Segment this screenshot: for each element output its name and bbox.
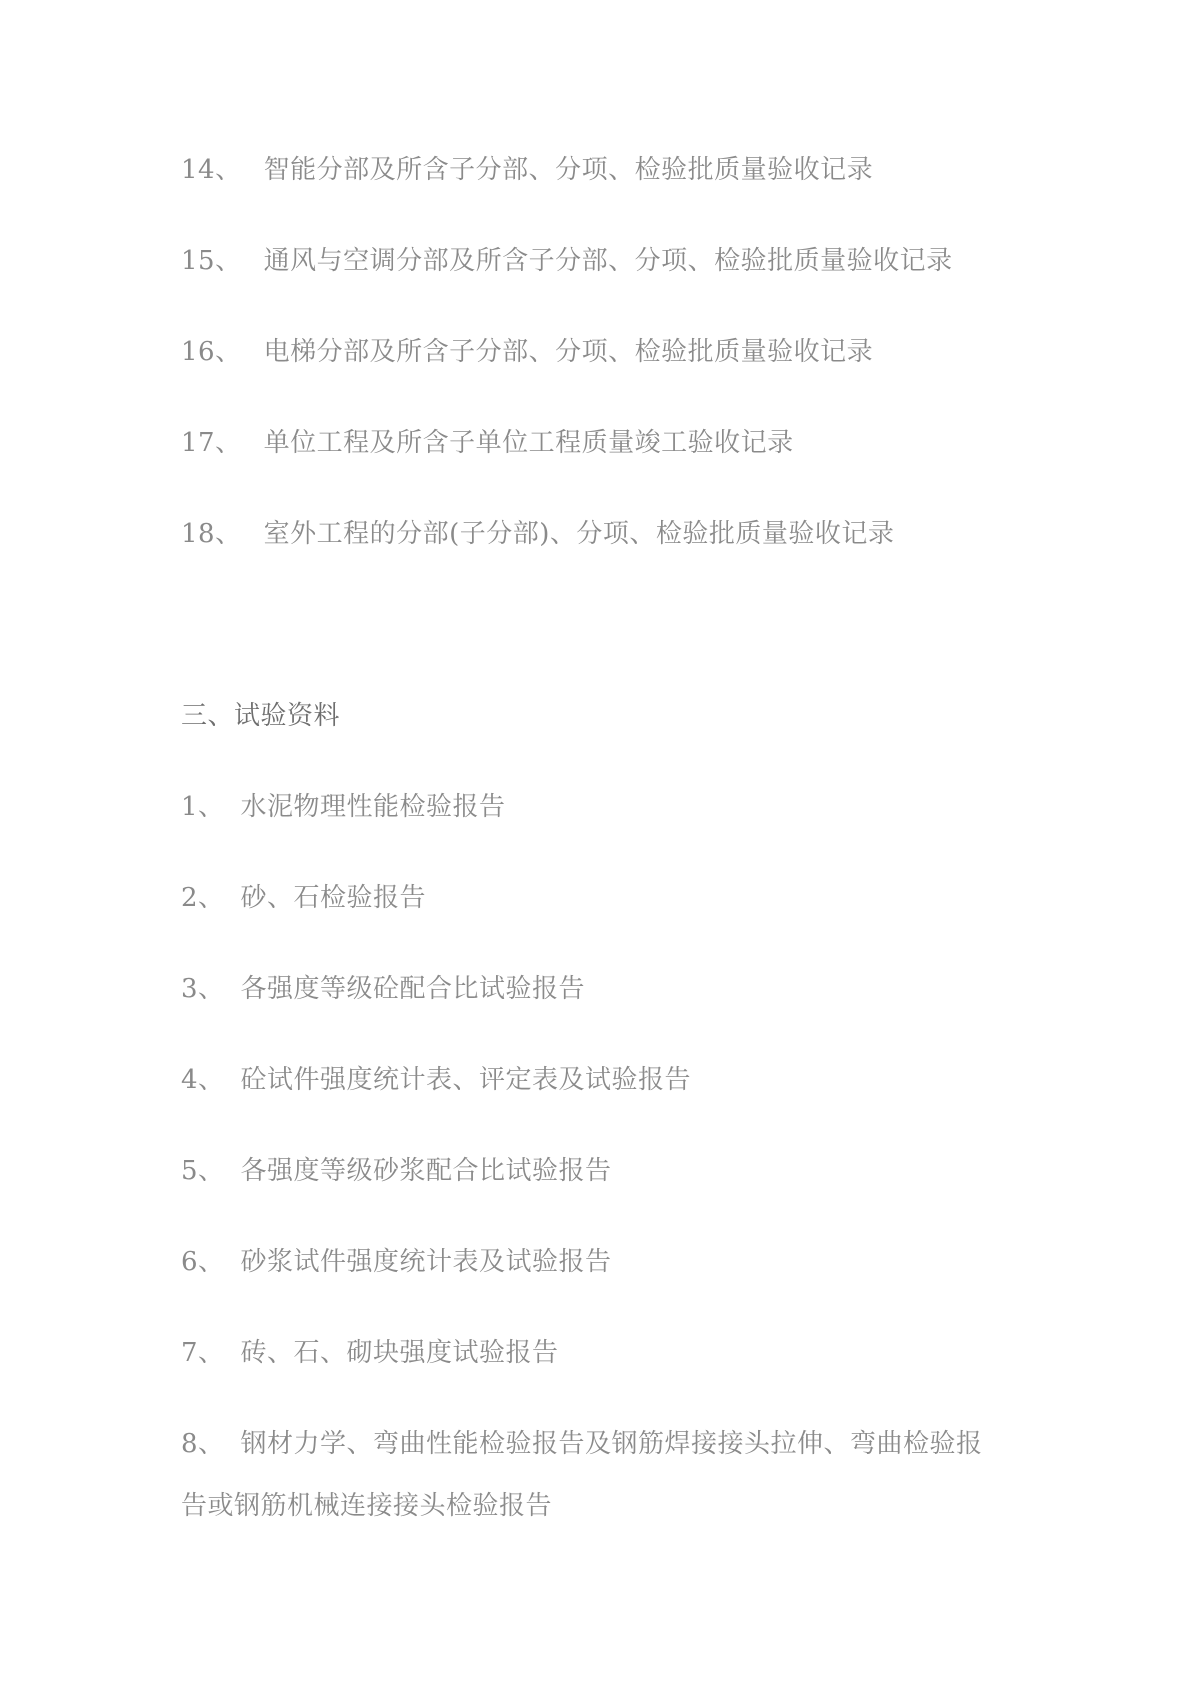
item-text: 砂、石检验报告 [240,883,427,913]
list-item [181,425,794,461]
list-item [181,971,585,1007]
list-item [181,1244,612,1280]
list-item [181,516,894,552]
item-number: 18、 [181,519,242,549]
item-text: 钢材力学、弯曲性能检验报告及钢筋焊接接头拉伸、弯曲检验报 [240,1429,983,1459]
item-number: 17、 [181,428,242,458]
item-text: 通风与空调分部及所含子分部、分项、检验批质量验收记录 [263,246,953,276]
item-number: 15、 [181,246,242,276]
list-item [181,1153,612,1189]
item-text: 智能分部及所含子分部、分项、检验批质量验收记录 [263,155,874,185]
item-number: 4、 [181,1065,225,1095]
section-heading: 三、试验资料 [181,701,341,731]
item-text: 各强度等级砼配合比试验报告 [240,974,586,1004]
item-number: 14、 [181,155,242,185]
item-text: 砂浆试件强度统计表及试验报告 [240,1247,612,1277]
item-number: 16、 [181,337,242,367]
item-number: 8、 [181,1429,225,1459]
item-number: 7、 [181,1338,225,1368]
list-item [181,152,873,188]
item-number: 1、 [181,792,225,822]
item-number: 2、 [181,883,225,913]
list-item [181,1062,691,1098]
list-item [181,1426,983,1462]
list-item [181,334,873,370]
item-text: 室外工程的分部(子分部)、分项、检验批质量验收记录 [263,519,895,549]
list-item [181,243,953,279]
item-text: 水泥物理性能检验报告 [240,792,506,822]
list-item [181,1335,559,1371]
item-number: 6、 [181,1247,225,1277]
item-text: 电梯分部及所含子分部、分项、检验批质量验收记录 [263,337,874,367]
item-text: 砼试件强度统计表、评定表及试验报告 [240,1065,692,1095]
item-number: 5、 [181,1156,225,1186]
list-item [181,880,426,916]
item-text: 砖、石、砌块强度试验报告 [240,1338,559,1368]
list-item-continuation: 告或钢筋机械连接接头检验报告 [181,1491,553,1521]
item-text: 各强度等级砂浆配合比试验报告 [240,1156,612,1186]
item-text: 单位工程及所含子单位工程质量竣工验收记录 [263,428,794,458]
list-item [181,789,506,825]
item-number: 3、 [181,974,225,1004]
